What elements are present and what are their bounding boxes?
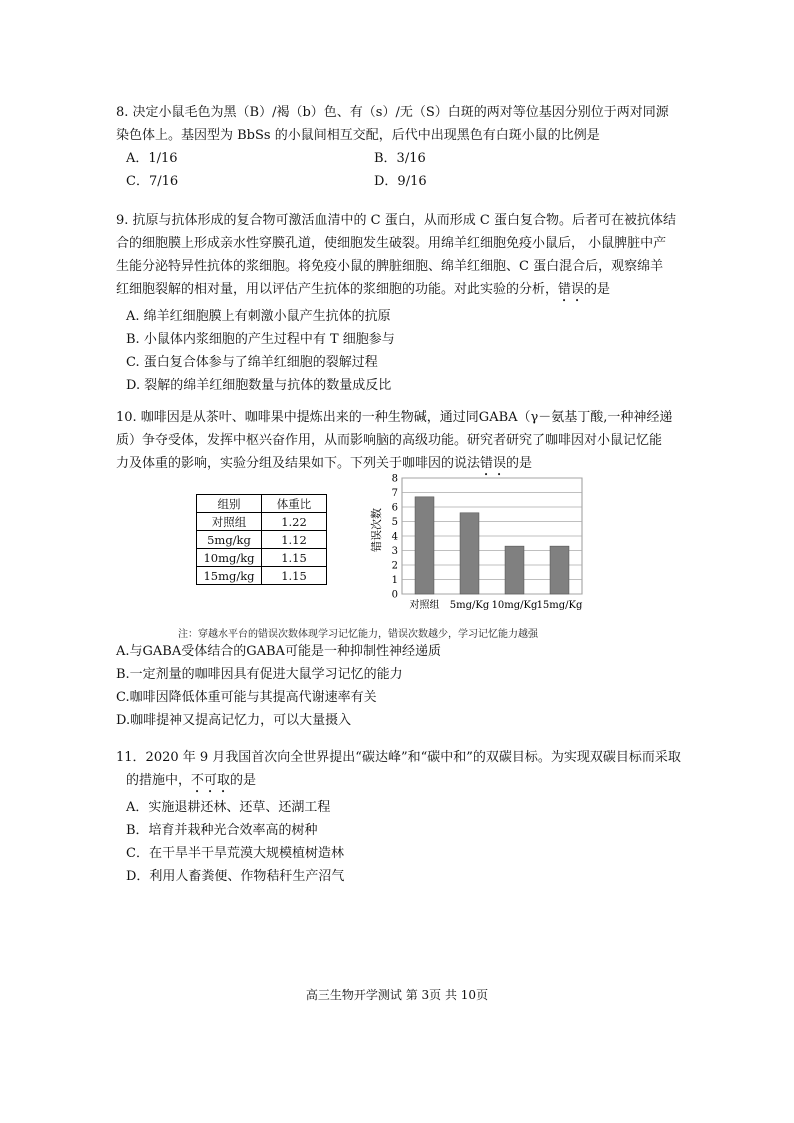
q9-stem-line3: 生能分泌特异性抗体的浆细胞。将免疫小鼠的脾脏细胞、绵羊红细胞、C 蛋白混合后，观察绵羊: [116, 259, 664, 274]
table-cell: 1.15: [262, 567, 327, 585]
table-cell: 10mg/kg: [197, 549, 262, 567]
q11-option-a: A．实施退耕还林、还草、还湖工程: [126, 800, 331, 815]
q9-stem-line4: 红细胞裂解的相对量，用以评估产生抗体的浆细胞的功能。对此实验的分析，错误的是: [116, 282, 611, 297]
chart-y-tick-label: 8: [391, 473, 398, 485]
chart-y-tick-label: 4: [391, 531, 398, 543]
table-header-cell: 体重比: [262, 495, 327, 513]
chart-y-tick-label: 1: [391, 575, 398, 586]
q9-option-a: A. 绵羊红细胞膜上有刺激小鼠产生抗体的抗原: [126, 309, 391, 324]
q9-option-d: D. 裂解的绵羊红细胞数量与抗体的数量成反比: [126, 378, 392, 393]
table-row: [197, 513, 327, 531]
chart-y-ticks: [392, 474, 398, 601]
chart-bar: [415, 497, 434, 594]
chart-y-tick-label: 2: [391, 560, 398, 572]
error-count-bar-chart: [360, 468, 590, 618]
chart-y-axis-label: 错误次数: [370, 508, 383, 552]
q10-option-d: D.咖啡提神又提高记忆力，可以大量摄入: [116, 713, 352, 728]
q11-option-b: B．培育并栽种光合效率高的树种: [126, 823, 318, 838]
weight-ratio-table: [196, 494, 327, 585]
chart-x-labels: [410, 598, 584, 611]
q11-emphasis: 不可取: [191, 773, 231, 788]
q8-options-row1: [116, 147, 686, 170]
question-9: [116, 209, 686, 397]
page-footer: 高三生物开学测试 第 3页 共 10页: [305, 988, 489, 1002]
q11-option-d: D．利用人畜粪便、作物秸秆生产沼气: [126, 869, 345, 884]
q10-option-a: A.与GABA受体结合的GABA可能是一种抑制性神经递质: [116, 644, 441, 659]
table-cell: 对照组: [197, 513, 262, 531]
question-8: [116, 101, 686, 193]
table-header-cell: 组别: [197, 495, 262, 513]
chart-y-tick-label: 0: [391, 589, 398, 601]
chart-y-tick-label: 7: [391, 488, 398, 499]
question-10-options: [116, 640, 686, 732]
q8-option-c: C．7/16: [126, 174, 179, 189]
question-11: [116, 746, 686, 888]
q10-option-c: C.咖啡因降低体重可能与其提高代谢速率有关: [116, 690, 377, 705]
q9-emphasis: 错误: [558, 282, 585, 297]
q8-option-a: A．1/16: [126, 151, 178, 166]
q10-stem-line2: 质）争夺受体，发挥中枢兴奋作用，从而影响脑的高级功能。研究者研究了咖啡因对小鼠记忆能: [116, 433, 663, 448]
chart-x-tick-label: 5mg/Kg: [449, 600, 490, 611]
table-cell: 1.15: [262, 549, 327, 567]
q8-stem-line1: 8. 决定小鼠毛色为黑（B）/褐（b）色、有（s）/无（S）白斑的两对等位基因分别位于两对同源: [116, 105, 669, 120]
q9-option-b: B. 小鼠体内浆细胞的产生过程中有 T 细胞参与: [126, 332, 395, 347]
table-cell: 1.12: [262, 531, 327, 549]
chart-bar: [460, 513, 479, 594]
table-cell: 1.22: [262, 513, 327, 531]
chart-x-tick-label: 10mg/Kg: [491, 600, 538, 611]
q10-stem-line1: 10. 咖啡因是从茶叶、咖啡果中提炼出来的一种生物碱，通过同GABA（γ－氨基丁酸,一种神经递: [116, 410, 673, 425]
table-row: [197, 531, 327, 549]
q8-options-row2: [116, 170, 686, 193]
chart-y-tick-label: 5: [391, 517, 398, 528]
q8-option-d: D．9/16: [374, 174, 427, 189]
chart-note: 注：穿越水平台的错误次数体现学习记忆能力，错误次数越少，学习记忆能力越强: [178, 629, 538, 640]
q10-stem-line3: 力及体重的影响，实验分组及结果如下。下列关于咖啡因的说法错误的是: [116, 456, 533, 471]
q9-stem-line2: 合的细胞膜上形成亲水性穿膜孔道，使细胞发生破裂。用绵羊红细胞免疫小鼠后， 小鼠脾脏中产: [116, 236, 667, 251]
chart-y-tick-label: 6: [391, 502, 398, 514]
q10-option-b: B.一定剂量的咖啡因具有促进大鼠学习记忆的能力: [116, 667, 403, 682]
q9-stem-line1: 9. 抗原与抗体形成的复合物可激活血清中的 C 蛋白，从而形成 C 蛋白复合物。后者可在被抗体结: [116, 213, 676, 228]
chart-x-tick-label: 15mg/Kg: [536, 600, 583, 611]
table-cell: 5mg/kg: [197, 531, 262, 549]
chart-bar: [550, 546, 569, 594]
q8-stem-line2: 染色体上。基因型为 BbSs 的小鼠间相互交配，后代中出现黑色有白斑小鼠的比例是: [116, 128, 600, 143]
chart-x-tick-label: 对照组: [409, 600, 440, 611]
q10-emphasis: 错误: [480, 456, 507, 471]
q8-option-b: B．3/16: [374, 151, 426, 166]
q11-option-c: C．在干旱半干旱荒漠大规模植树造林: [126, 846, 344, 861]
table-row: [197, 549, 327, 567]
q11-stem-line1: 11．2020 年 9 月我国首次向全世界提出“碳达峰”和“碳中和”的双碳目标。为实现双碳目标而采取: [116, 750, 681, 765]
table-header-row: [197, 495, 327, 513]
chart-y-tick-label: 3: [391, 546, 398, 557]
table-cell: 15mg/kg: [197, 567, 262, 585]
table-row: [197, 567, 327, 585]
q9-option-c: C. 蛋白复合体参与了绵羊红细胞的裂解过程: [126, 355, 378, 370]
q11-stem-line2: 的措施中，不可取的是: [126, 773, 257, 788]
chart-bar: [505, 546, 524, 594]
